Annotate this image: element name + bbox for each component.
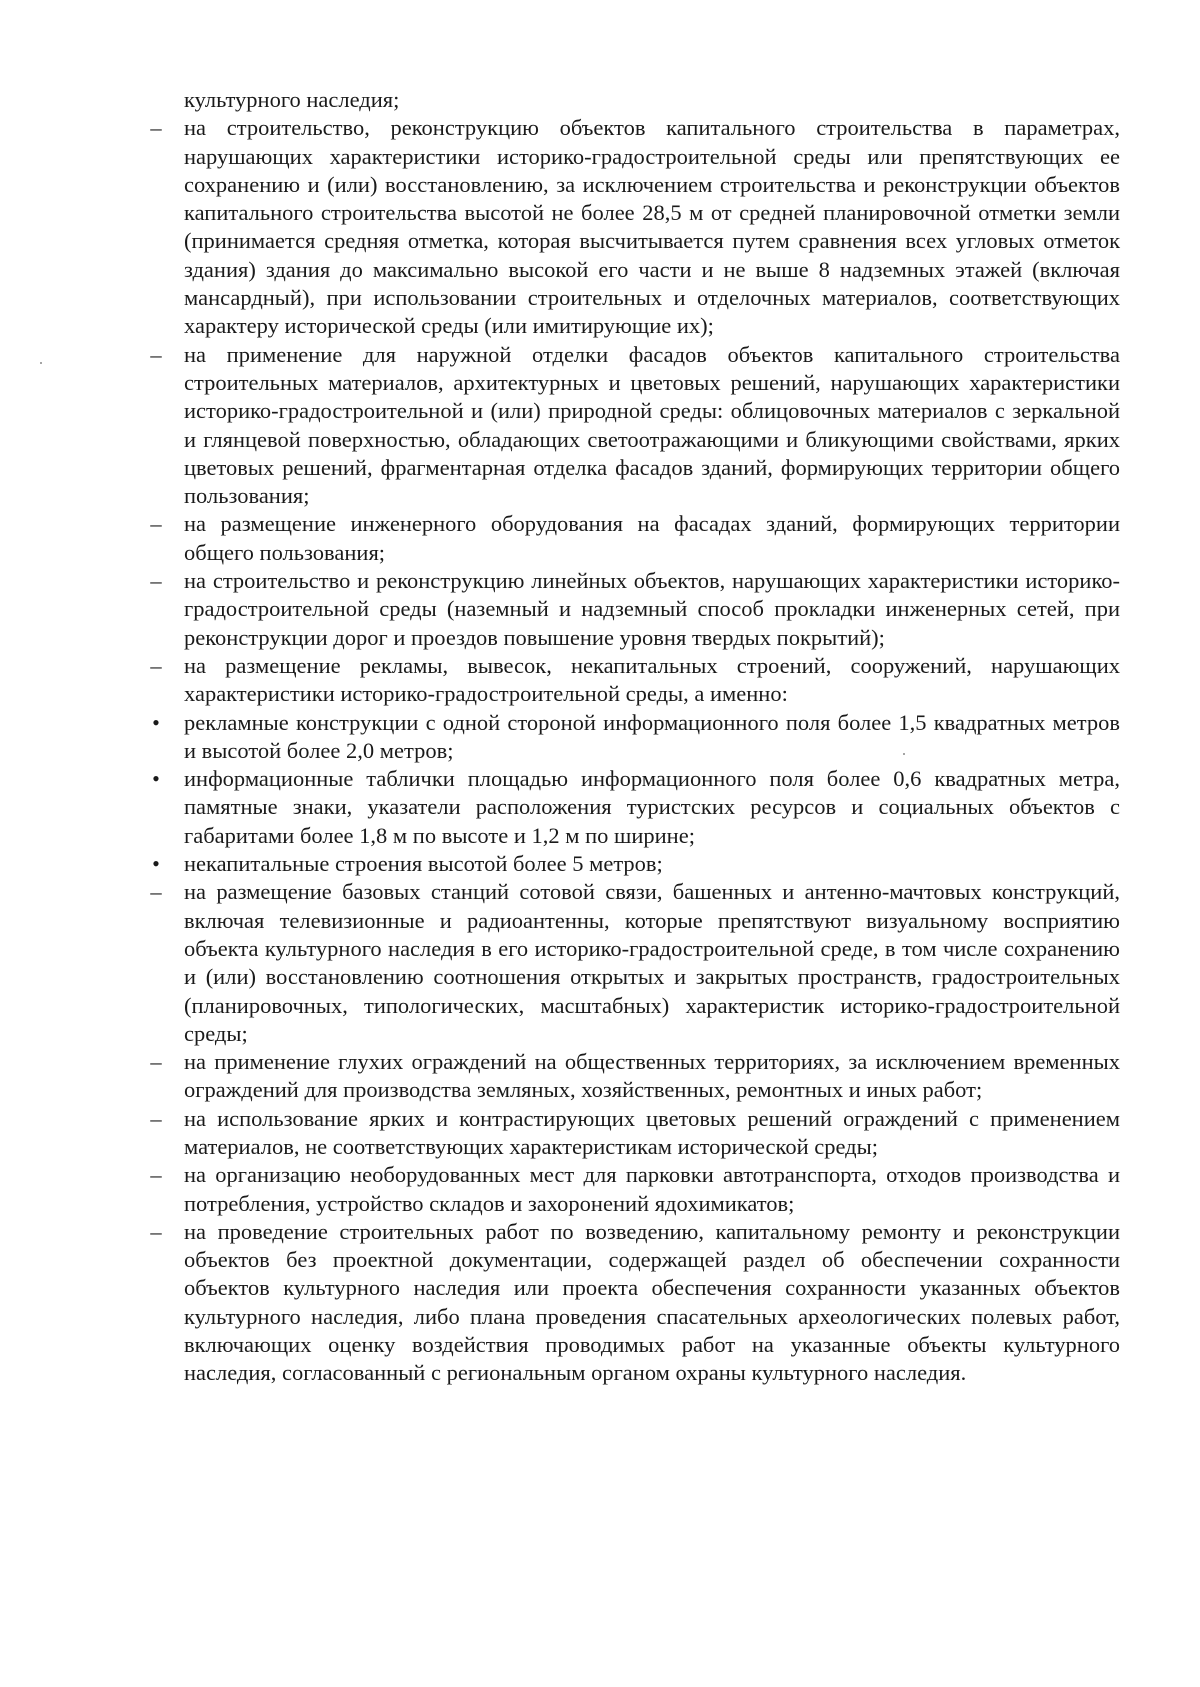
bullet-marker: • [152, 709, 160, 735]
list-item-text: на применение глухих ограждений на общественных территориях, за исключением временных ограждений для производства земляных, хозяйственных, ремонтных и иных работ; [184, 1049, 1120, 1103]
dash-marker: – [150, 341, 162, 367]
dash-marker: – [150, 568, 162, 594]
list-item-text: на организацию необорудованных мест для парковки автотранспорта, отходов производства и потребления, устройство складов и захоронений ядохимикатов; [184, 1162, 1120, 1216]
list-item [145, 510, 1120, 567]
document-body [145, 86, 1120, 1388]
list-item [145, 567, 1120, 652]
dash-marker: – [150, 1162, 162, 1188]
list-item-text: на строительство и реконструкцию линейных объектов, нарушающих характеристики историко-градостроительной среды (наземный и надземный способ прокладки инженерных сетей, при реконструкции дорог и проездов повышение уровня твердых покрытий); [184, 568, 1120, 650]
dash-marker: – [150, 879, 162, 905]
list-item [145, 652, 1120, 709]
continuation-line: культурного наследия; [184, 87, 400, 112]
list-item-text: на размещение базовых станций сотовой связи, башенных и антенно-мачтовых конструкций, включая телевизионные и радиоантенны, которые препятствуют визуальному восприятию объекта культурного наследия в его историко-градостроительной среде, в том числе сохранению и (или) восстановлению соотношения открытых и закрытых пространств, градостроительных (планировочных, типологических, масштабных) характеристик историко-градостроительной среды; [184, 879, 1120, 1046]
dash-marker: – [150, 1105, 162, 1131]
list-item [145, 878, 1120, 1048]
list-item [145, 341, 1120, 511]
scan-speck [903, 753, 905, 755]
bullet-marker: • [152, 766, 160, 792]
bullet-marker: • [152, 851, 160, 877]
list-item-text: на использование ярких и контрастирующих цветовых решений ограждений с применением материалов, не соответствующих характеристикам исторической среды; [184, 1105, 1120, 1159]
list-item-text: на применение для наружной отделки фасадов объектов капитального строительства строительных материалов, архитектурных и цветовых решений, нарушающих характеристики историко-градостроительной и (или) природной среды: облицовочных материалов с зеркальной и глянцевой поверхностью, обладающих светоотражающими и бликующими свойствами, ярких цветовых решений, фрагментарная отделка фасадов зданий, формирующих территории общего пользования; [184, 341, 1120, 509]
list-item [145, 1218, 1120, 1388]
dash-marker: – [150, 511, 162, 537]
bullet-item-text: некапитальные строения высотой более 5 метров; [184, 851, 663, 877]
dash-marker: – [150, 1049, 162, 1075]
bullet-item [145, 709, 1120, 766]
list-item-text: на строительство, реконструкцию объектов капитального строительства в параметрах, нарушающих характеристики историко-градостроительной среды или препятствующих ее сохранению и (или) восстановлению, за исключением строительства и реконструкции объектов капитального строительства высотой не более 28,5 м от средней планировочной отметки земли (принимается средняя отметка, которая высчитывается путем сравнения всех угловых отметок здания) здания до максимально высокой его части и не выше 8 надземных этажей (включая мансардный), при использовании строительных и отделочных материалов, соответствующих характеру исторической среды (или имитирующие их); [184, 115, 1120, 339]
list-item-text: на размещение инженерного оборудования на фасадах зданий, формирующих территории общего пользования; [184, 511, 1120, 565]
list-item-text: на проведение строительных работ по возведению, капитальному ремонту и реконструкции объектов без проектной документации, содержащей раздел об обеспечении сохранности объектов культурного наследия или проекта обеспечения сохранности указанных объектов культурного наследия, либо плана проведения спасательных археологических полевых работ, включающих оценку воздействия проводимых работ на указанные объекты культурного наследия, согласованный с региональным органом охраны культурного наследия. [184, 1218, 1120, 1386]
bullet-item-text: информационные таблички площадью информационного поля более 0,6 квадратных метра, памятные знаки, указатели расположения туристских ресурсов и социальных объектов с габаритами более 1,8 м по высоте и 1,2 м по ширине; [184, 766, 1120, 848]
list-item [145, 1161, 1120, 1218]
bullet-item-text: рекламные конструкции с одной стороной информационного поля более 1,5 квадратных метров и высотой более 2,0 метров; [184, 709, 1120, 763]
scan-speck [40, 362, 42, 364]
dash-marker: – [150, 115, 162, 141]
list-item-text: на размещение рекламы, вывесок, некапитальных строений, сооружений, нарушающих характеристики историко-градостроительной среды, а именно: [184, 652, 1120, 707]
bullet-item [145, 850, 1120, 878]
list-item [145, 1048, 1120, 1105]
dash-marker: – [150, 652, 162, 678]
dash-marker: – [150, 1218, 162, 1244]
list-item [145, 1105, 1120, 1162]
bullet-item [145, 765, 1120, 850]
list-item [145, 114, 1120, 340]
